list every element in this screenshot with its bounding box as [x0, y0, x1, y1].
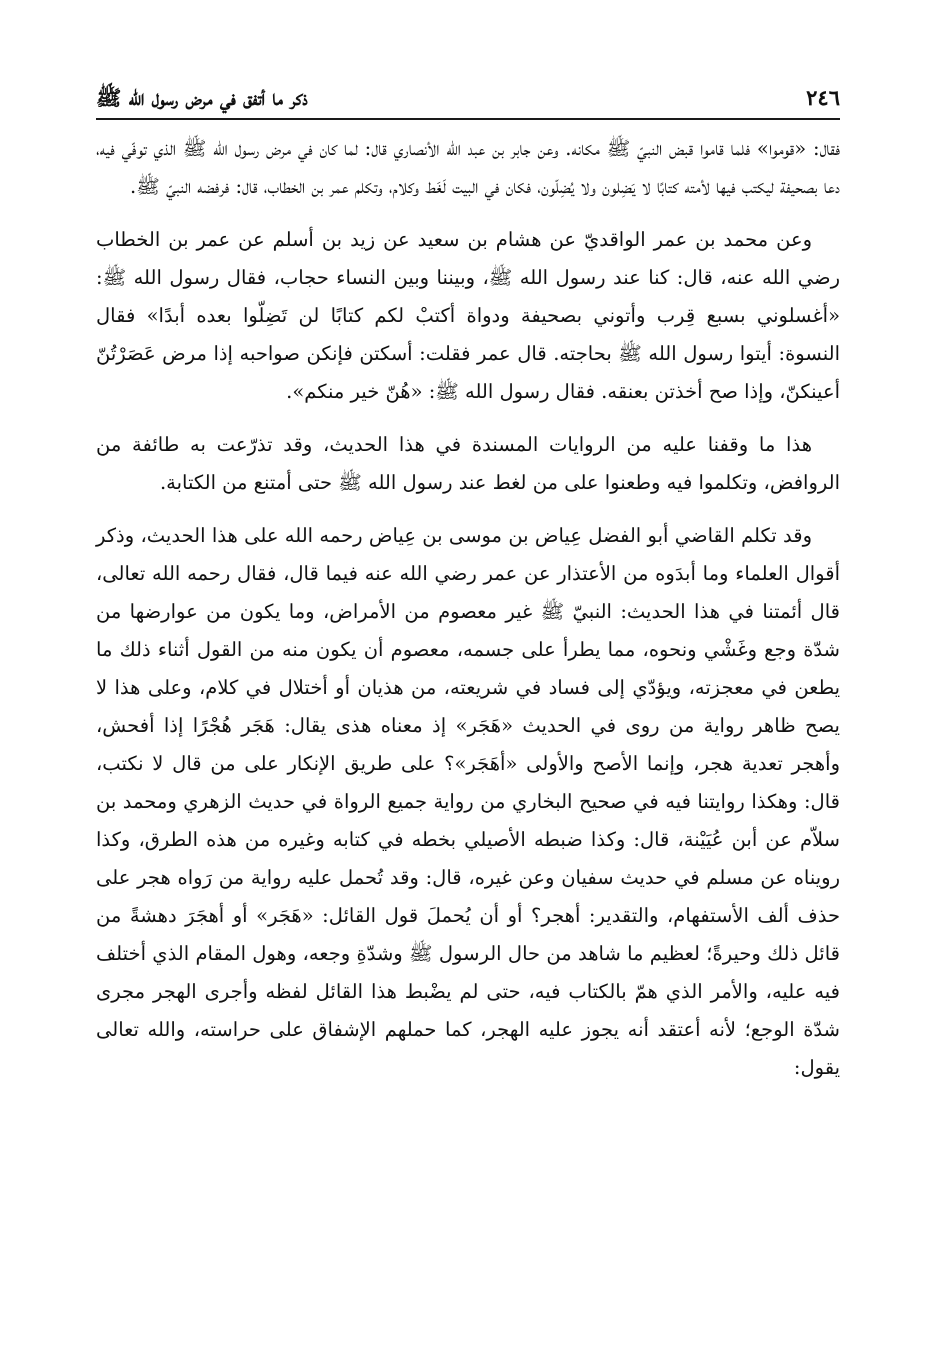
- running-header: [96, 78, 840, 118]
- page-number: ٢٤٦: [806, 85, 840, 111]
- header-rule: [96, 118, 840, 120]
- body-text: [96, 130, 840, 1087]
- running-title: ذكر ما أتفق في مرض رسول الله ﷺ: [96, 85, 308, 111]
- book-page: [96, 78, 840, 1087]
- paragraph: وقد تكلم القاضي أبو الفضل عِياض بن موسى بن عِياض رحمه الله على هذا الحديث، وذكر أقوال العلماء وما أبدَوه من الأعتذار عن عمر رضي الله عنه فيما قال، فقال رحمه الله تعالى، قال أئمتنا في هذا الحديث: النبيّ ﷺ غير معصوم من الأمراض، وما يكون من عوارضها من شدّة وجع وغَشْي ونحوه، مما يطرأ على جسمه، معصوم أن يكون منه من القول أثناء ذلك ما يطعن في معجزته، ويؤدّي إلى فساد في شريعته، من هذيان أو أختلال في كلام، وعلى هذا لا يصح ظاهر رواية من روى في الحديث «هَجَر» إذ معناه هذى يقال: هَجَر هُجْرًا إذا أفحش، وأهجر تعدية هجر، وإنما الأصح والأولى «أهَجَر»؟ على طريق الإنكار على من قال لا نكتب، قال: وهكذا روايتنا فيه في صحيح البخاري من رواية جميع الرواة في حديث الزهري ومحمد بن سلاّم عن أبن عُيَيْنة، قال: وكذا ضبطه الأصيلي بخطه في كتابه وغيره من هذه الطرق، وكذا رويناه عن مسلم في حديث سفيان وعن غيره، قال: وقد تُحمل عليه رواية من رَواه هجر على حذف ألف الأستفهام، والتقدير: أهجر؟ أو أن يُحملَ قول القائل: «هَجَر» أو أهجَرَ دهشةً من قائل ذلك وحيرةً؛ لعظيم ما شاهد من حال الرسول ﷺ وشدّةِ وجعه، وهول المقام الذي أختلف فيه عليه، والأمر الذي همّ بالكتاب فيه، حتى لم يضْبط هذا القائل لفظه وأجرى الهجر مجرى شدّة الوجع؛ لأنه أعتقد أنه يجوز عليه الهجر، كما حملهم الإشفاق على حراسته، والله تعالى يقول:: [96, 524, 840, 1079]
- paragraph: فقال: «قوموا» فلما قاموا قبض النبيّ ﷺ مكانه. وعن جابر بن عبد الله الأنصاري قال: لما كان في مرض رسول الله ﷺ الذي توفّي فيه، دعا بصحيفة ليكتب فيها لأمته كتابًا لا يَضِلون ولا يُضِلّون، فكان في البيت لَغَط وكلام، وتكلم عمر بن الخطاب، قال: فرفضه النبيّ ﷺ.: [96, 137, 840, 198]
- paragraph: هذا ما وقفنا عليه من الروايات المسندة في هذا الحديث، وقد تذرّعت به طائفة من الروافض، وتكلموا فيه وطعنوا على من لغط عند رسول الله ﷺ حتى أمتنع من الكتابة.: [96, 433, 840, 494]
- paragraph: وعن محمد بن عمر الواقديّ عن هشام بن سعيد عن زيد بن أسلم عن عمر بن الخطاب رضي الله عنه، قال: كنا عند رسول الله ﷺ، وبيننا وبين النساء حجاب، فقال رسول الله ﷺ: «أغسلوني بسبع قِرب وأتوني بصحيفة ودواة أكتبْ لكم كتابًا لن تَضِلّوا بعده أبدًا» فقال النسوة: أيتوا رسول الله ﷺ بحاجته. قال عمر فقلت: أسكتن فإنكن صواحبه إذا مرض عَصَرْتُنّ أعينكنّ، وإذا صح أخذتن بعنقه. فقال رسول الله ﷺ: «هُنّ خير منكم».: [96, 228, 840, 403]
